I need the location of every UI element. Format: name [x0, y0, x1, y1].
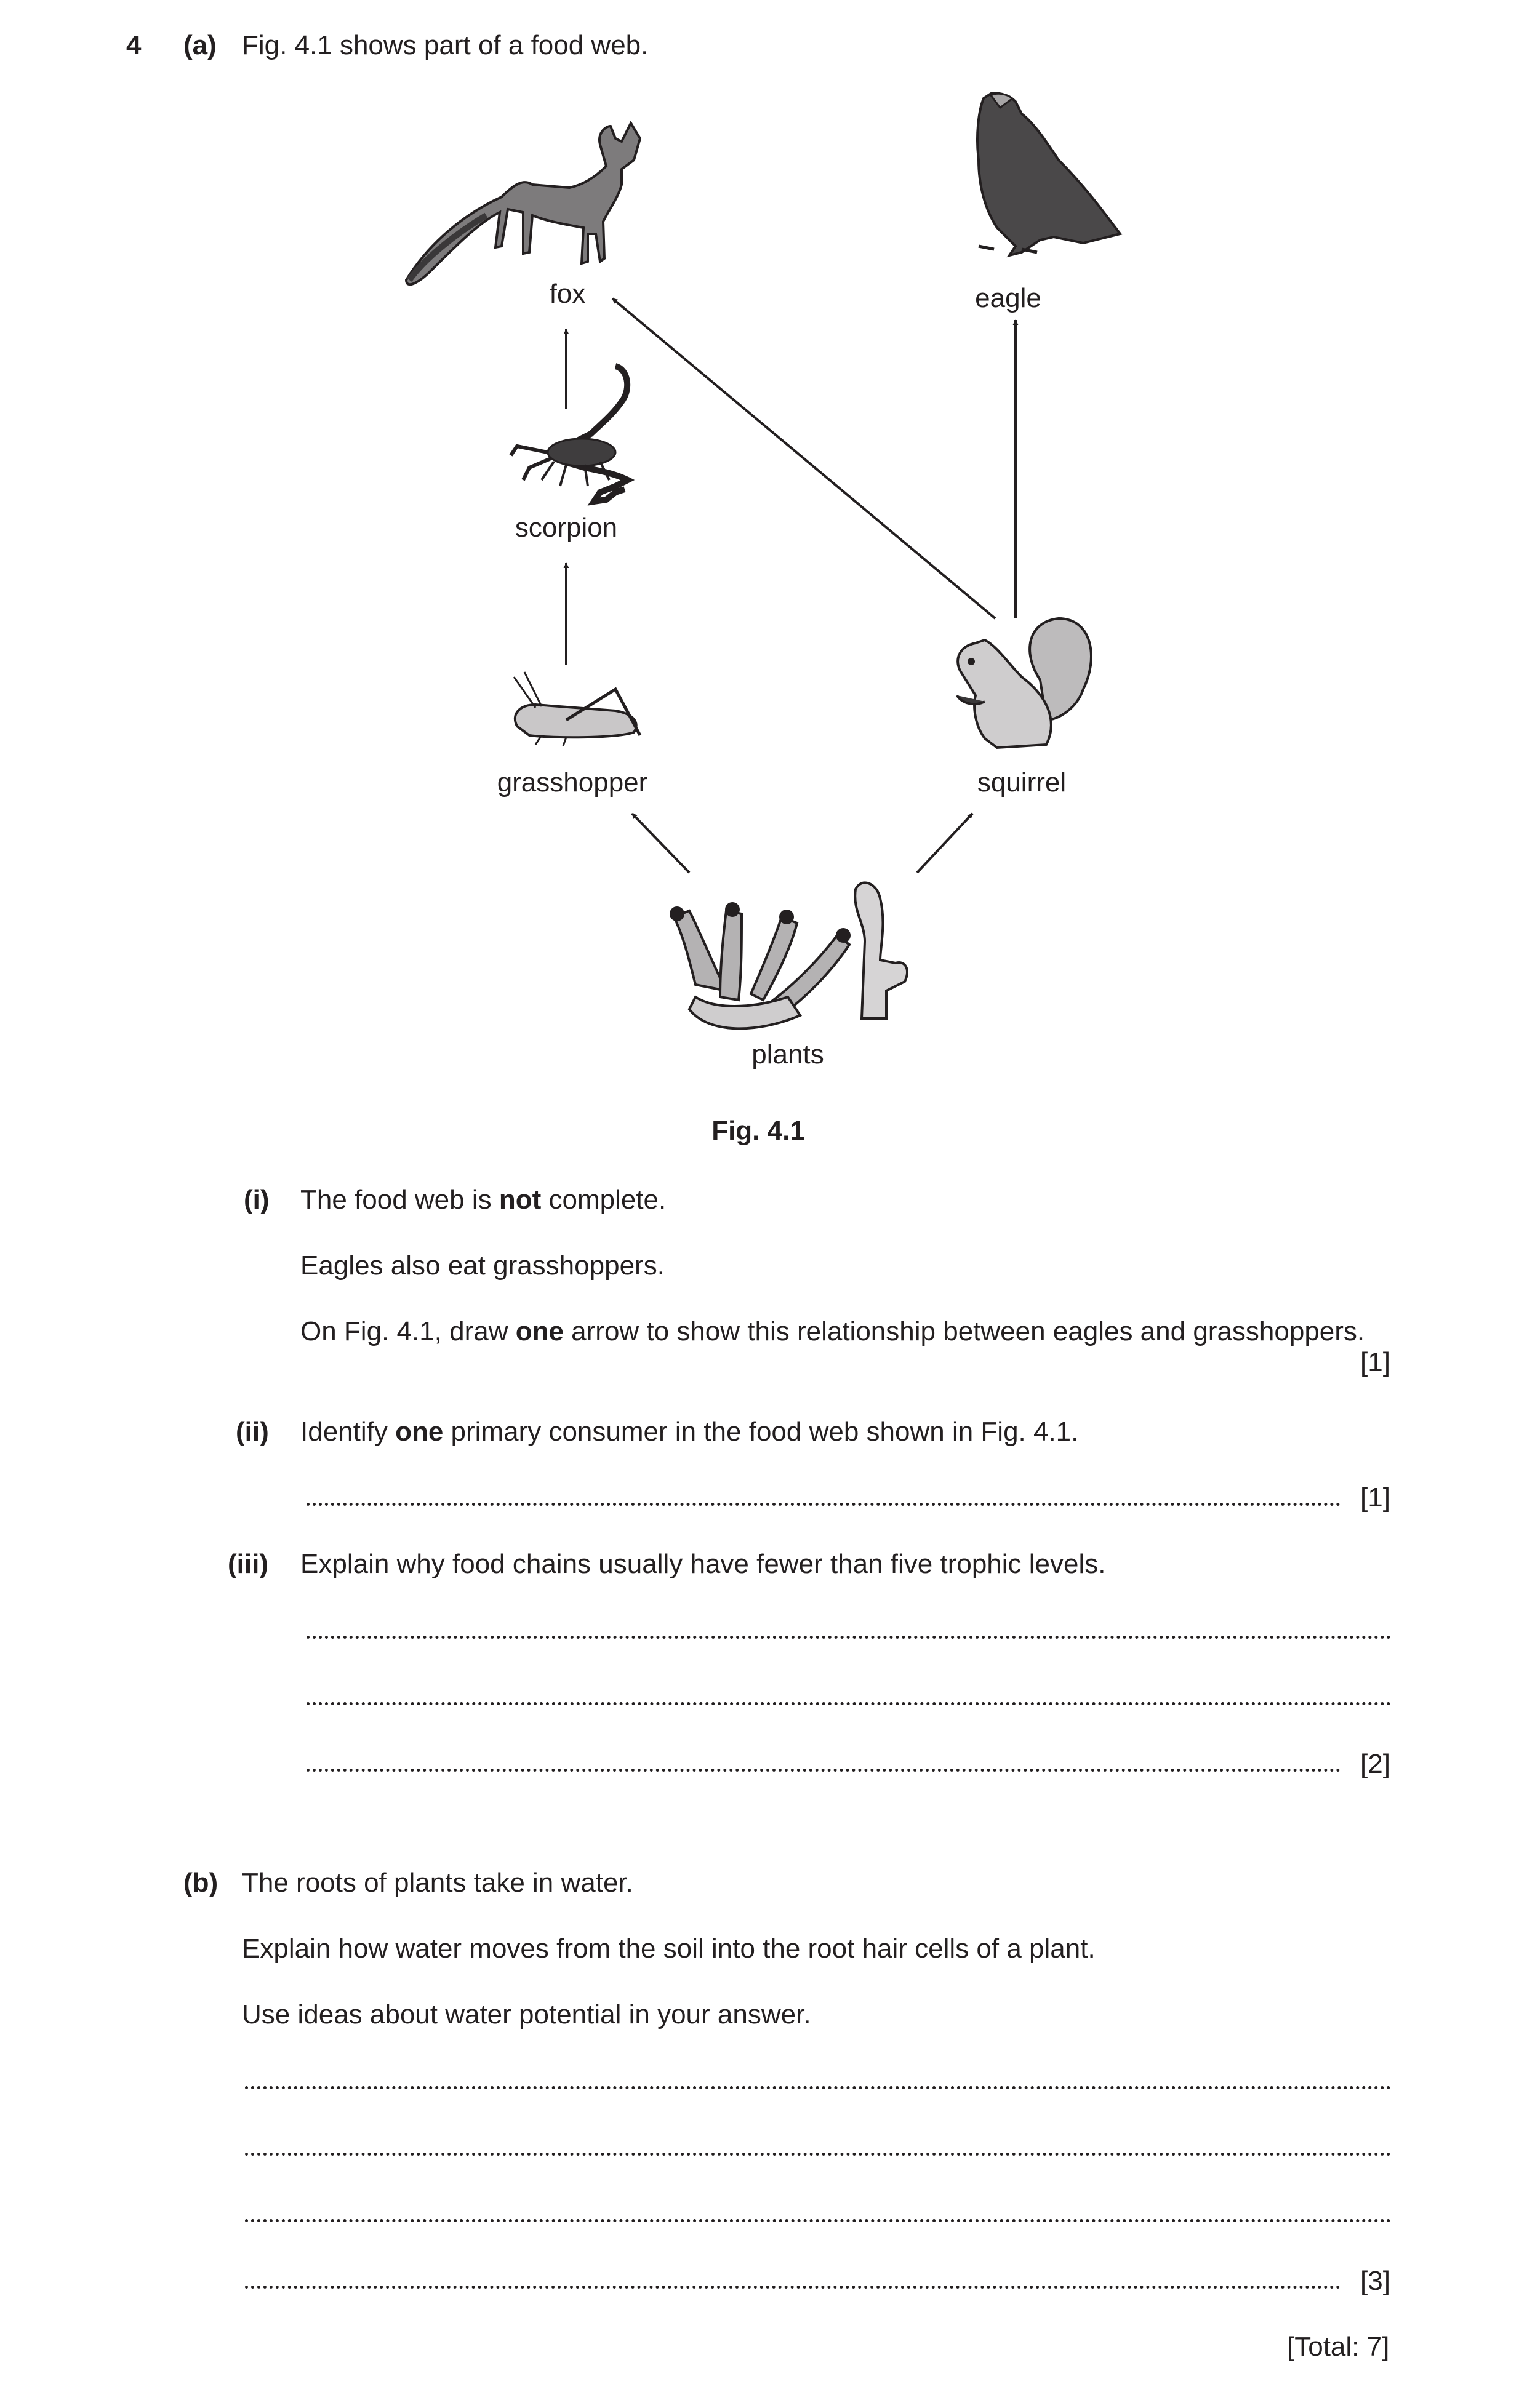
part-iii-marks: [2]	[1360, 1749, 1390, 1779]
eagle-illustration	[977, 94, 1120, 255]
food-web-figure	[0, 0, 1527, 1169]
figure-caption: Fig. 4.1	[711, 1116, 805, 1146]
arrow-plants-to-grasshopper	[632, 814, 689, 873]
arrow-squirrel-to-fox	[612, 298, 995, 618]
part-b-label: (b)	[183, 1868, 218, 1898]
part-iii-question: Explain why food chains usually have fewer than five trophic levels.	[300, 1549, 1106, 1579]
part-ii-marks: [1]	[1360, 1482, 1390, 1513]
part-b-marks: [3]	[1360, 2266, 1390, 2296]
eagle-label: eagle	[975, 283, 1041, 313]
answer-line-b-3[interactable]	[245, 2219, 1391, 2222]
part-i-marks: [1]	[1360, 1347, 1390, 1377]
answer-line-iii-3[interactable]	[307, 1769, 1341, 1772]
scorpion-illustration	[511, 366, 628, 502]
part-b-line2: Explain how water moves from the soil into the root hair cells of a plant.	[242, 1934, 1096, 1964]
squirrel-illustration	[957, 618, 1091, 748]
part-ii-question: Identify one primary consumer in the food web shown in Fig. 4.1.	[300, 1417, 1079, 1447]
scorpion-label: scorpion	[515, 513, 618, 543]
answer-line-b-4[interactable]	[245, 2286, 1341, 2289]
squirrel-label: squirrel	[977, 767, 1067, 798]
part-b-line3: Use ideas about water potential in your answer.	[242, 1999, 811, 2030]
answer-line-iii-1[interactable]	[307, 1636, 1391, 1639]
arrow-plants-to-squirrel	[917, 814, 972, 873]
part-ii-label: (ii)	[236, 1417, 269, 1447]
answer-line-b-2[interactable]	[245, 2153, 1391, 2156]
fox-label: fox	[549, 279, 586, 309]
part-a-intro: Fig. 4.1 shows part of a food web.	[242, 30, 649, 60]
question-number: 4	[126, 30, 142, 60]
grasshopper-label: grasshopper	[497, 767, 648, 798]
grasshopper-illustration	[514, 672, 640, 746]
answer-line-b-1[interactable]	[245, 2086, 1391, 2089]
plants-label: plants	[751, 1039, 824, 1070]
part-i-line1: The food web is not complete.	[300, 1185, 667, 1215]
part-b-line1: The roots of plants take in water.	[242, 1868, 633, 1898]
answer-line-iii-2[interactable]	[307, 1702, 1391, 1705]
part-iii-label: (iii)	[228, 1549, 268, 1579]
part-i-line3: On Fig. 4.1, draw one arrow to show this relationship between eagles and grasshoppers.	[300, 1316, 1365, 1346]
answer-line-ii[interactable]	[307, 1503, 1341, 1506]
fox-illustration	[406, 123, 640, 284]
total-marks: [Total: 7]	[1287, 2332, 1390, 2362]
part-i-line2: Eagles also eat grasshoppers.	[300, 1250, 665, 1281]
plants-illustration	[670, 882, 907, 1028]
part-a-label: (a)	[183, 30, 217, 60]
part-i-label: (i)	[244, 1185, 270, 1215]
